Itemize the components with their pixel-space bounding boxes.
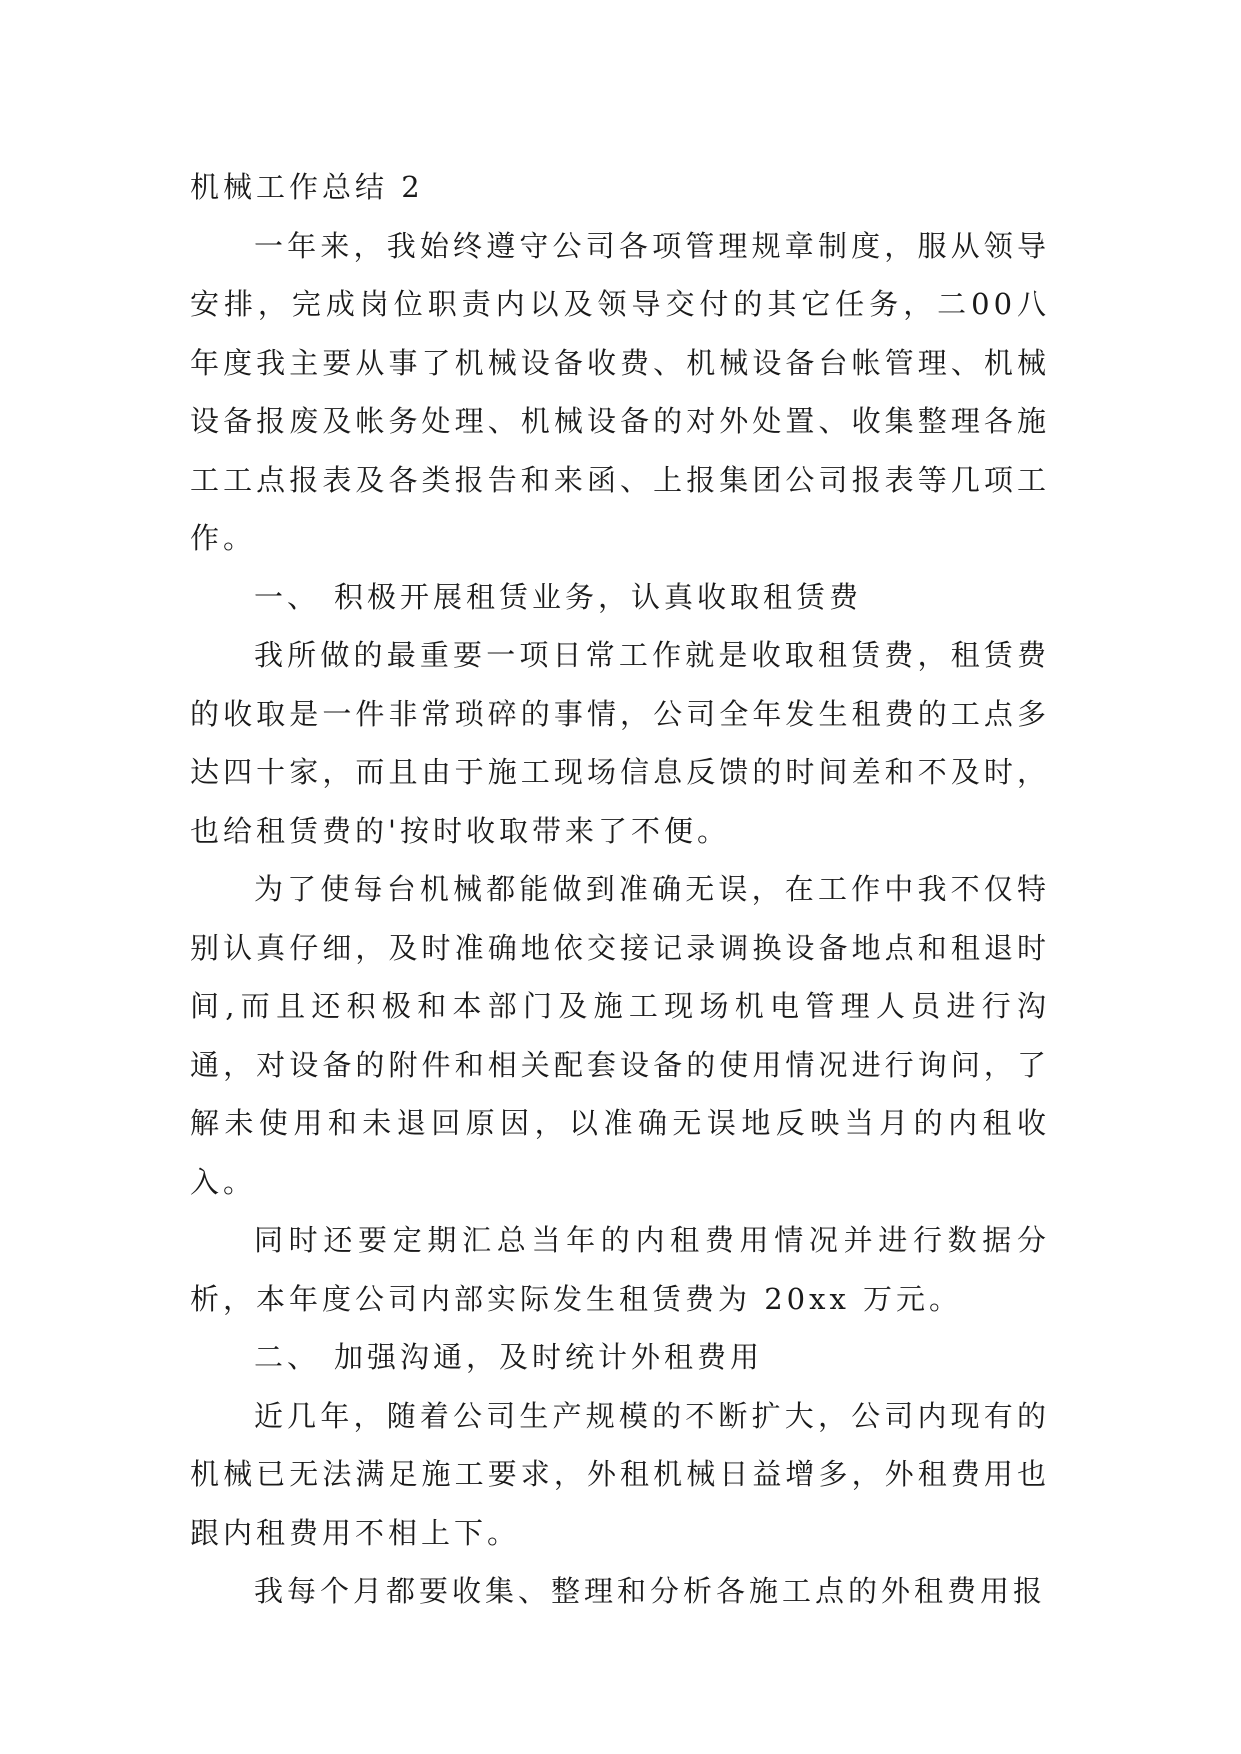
paragraph-rental-fees: 我所做的最重要一项日常工作就是收取租赁费，租赁费的收取是一件非常琐碎的事情，公司全年发生租费的工点多达四十家，而且由于施工现场信息反馈的时间差和不及时，也给租赁费的'按时收取带来了不便。 — [190, 638, 1050, 848]
paragraph-accuracy: 为了使每台机械都能做到准确无误，在工作中我不仅特别认真仔细，及时准确地依交接记录调换设备地点和租退时间,而且还积极和本部门及施工现场机电管理人员进行沟通，对设备的附件和相关配套设备的使用情况进行询问，了解未使用和未退回原因，以准确无误地反映当月的内租收入。 — [190, 872, 1050, 1199]
section-heading-2 — [190, 1328, 1050, 1387]
section-title-1: 积极开展租赁业务，认真收取租赁费 — [334, 579, 863, 614]
section-number-1: 一、 — [254, 579, 321, 614]
paragraph-summary: 同时还要定期汇总当年的内租费用情况并进行数据分析，本年度公司内部实际发生租赁费为 20xx 万元。 — [190, 1223, 1050, 1316]
document-body — [190, 158, 1050, 1621]
paragraph-intro: 一年来，我始终遵守公司各项管理规章制度，服从领导安排，完成岗位职责内以及领导交付的其它任务，二00八年度我主要从事了机械设备收费、机械设备台帐管理、机械设备报废及帐务处理、机械设备的对外处置、收集整理各施工工点报表及各类报告和来函、上报集团公司报表等几项工作。 — [190, 228, 1050, 555]
document-title: 机械工作总结 2 — [190, 170, 424, 204]
section-title-2: 加强沟通，及时统计外租费用 — [334, 1340, 764, 1374]
section-number-2: 二、 — [254, 1340, 321, 1374]
section-heading-1 — [190, 568, 1050, 627]
paragraph-external-rental: 近几年，随着公司生产规模的不断扩大，公司内现有的机械已无法满足施工要求，外租机械日益增多，外租费用也跟内租费用不相上下。 — [190, 1398, 1050, 1550]
paragraph-monthly-collection: 我每个月都要收集、整理和分析各施工点的外租费用报 — [254, 1574, 1047, 1608]
